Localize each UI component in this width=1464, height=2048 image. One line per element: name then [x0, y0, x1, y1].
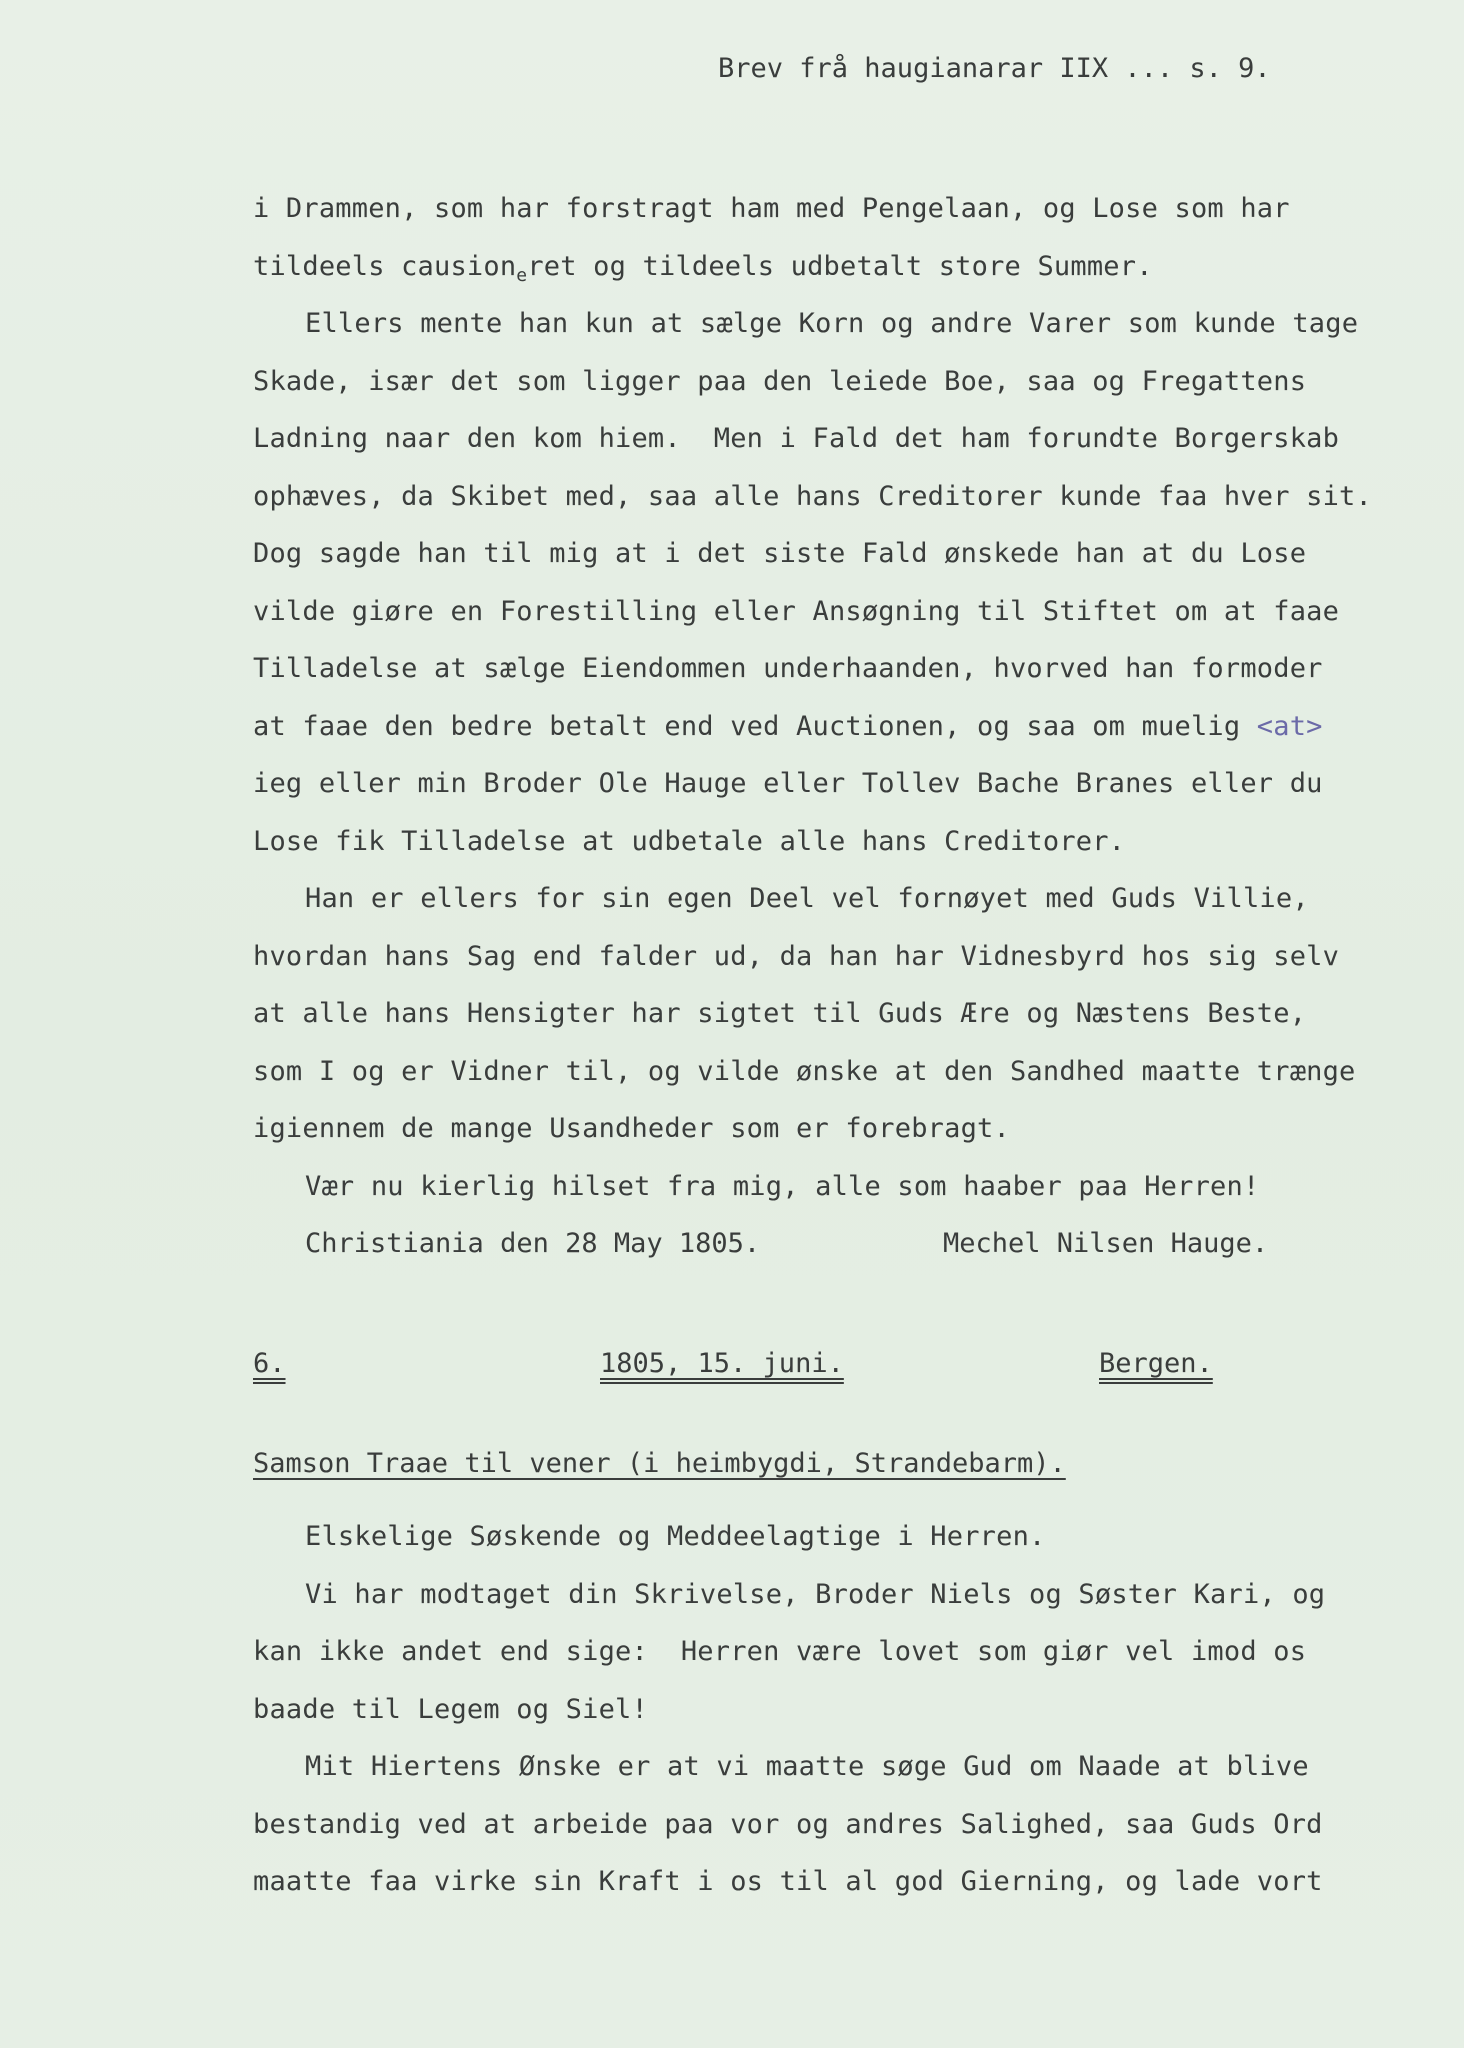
- text-line: kan ikke andet end sige: Herren være lovet som giør vel imod os: [253, 1636, 1307, 1667]
- text-line: Lose fik Tilladelse at udbetale alle hans Creditorer.: [253, 826, 1126, 857]
- text-line: at faae den bedre betalt end ved Auctionen, og saa om muelig <at>: [253, 711, 1323, 742]
- text-line: Han er ellers for sin egen Deel vel fornøyet med Guds Villie,: [305, 883, 1309, 914]
- text-line: ophæves, da Skibet med, saa alle hans Creditorer kunde faa hver sit.: [253, 481, 1372, 512]
- place-date: Christiania den 28 May 1805.: [305, 1228, 761, 1259]
- text-line: vilde giøre en Forestilling eller Ansøgning til Stiftet om at faae: [253, 596, 1340, 627]
- text-line: Tilladelse at sælge Eiendommen underhaanden, hvorved han formoder: [253, 653, 1323, 684]
- text-line: Skade, især det som ligger paa den leiede Boe, saa og Fregattens: [253, 366, 1307, 397]
- text-line: Vi har modtaget din Skrivelse, Broder Niels og Søster Kari, og: [305, 1579, 1326, 1610]
- text-line: Dog sagde han til mig at i det siste Fald ønskede han at du Lose: [253, 538, 1307, 569]
- text-line: hvordan hans Sag end falder ud, da han har Vidnesbyrd hos sig selv: [253, 941, 1340, 972]
- letter-title: Samson Traae til vener (i heimbygdi, Strandebarm).: [253, 1448, 1066, 1479]
- text-line: tildeels causion$_e$ret og tildeels udbetalt store Summer.: [253, 251, 1153, 286]
- letter-number: 6.: [253, 1348, 286, 1379]
- text-line: baade til Legem og Siel!: [253, 1694, 648, 1725]
- letter-place: Bergen.: [1099, 1348, 1213, 1379]
- text-line: maatte faa virke sin Kraft i os til al god Gierning, og lade vort: [253, 1866, 1323, 1897]
- text-line: Vær nu kierlig hilset fra mig, alle som haaber paa Herren!: [305, 1171, 1260, 1202]
- text-line: ieg eller min Broder Ole Hauge eller Tollev Bache Branes eller du: [253, 768, 1323, 799]
- text-line: igiennem de mange Usandheder som er forebragt.: [253, 1113, 1010, 1144]
- subscript-correction: e: [516, 265, 528, 286]
- text-line: Ellers mente han kun at sælge Korn og andre Varer som kunde tage: [305, 308, 1359, 339]
- inserted-word: <at>: [1256, 711, 1323, 742]
- signature: Mechel Nilsen Hauge.: [943, 1228, 1269, 1259]
- text-line: Mit Hiertens Ønske er at vi maatte søge Gud om Naade at blive: [305, 1751, 1309, 1782]
- running-header: Brev frå haugianarar IIX ... s. 9.: [718, 53, 1271, 84]
- text-line: bestandig ved at arbeide paa vor og andres Salighed, saa Guds Ord: [253, 1809, 1323, 1840]
- text-line: Ladning naar den kom hiem. Men i Fald det ham forundte Borgerskab: [253, 423, 1340, 454]
- text-line: som I og er Vidner til, og vilde ønske at den Sandhed maatte trænge: [253, 1056, 1356, 1087]
- text-line: Elskelige Søskende og Meddeelagtige i Herren.: [305, 1521, 1046, 1552]
- letter-date: 1805, 15. juni.: [600, 1348, 844, 1379]
- text-line: i Drammen, som har forstragt ham med Pengelaan, og Lose som har: [253, 193, 1290, 224]
- text-line: at alle hans Hensigter har sigtet til Guds Ære og Næstens Beste,: [253, 998, 1307, 1029]
